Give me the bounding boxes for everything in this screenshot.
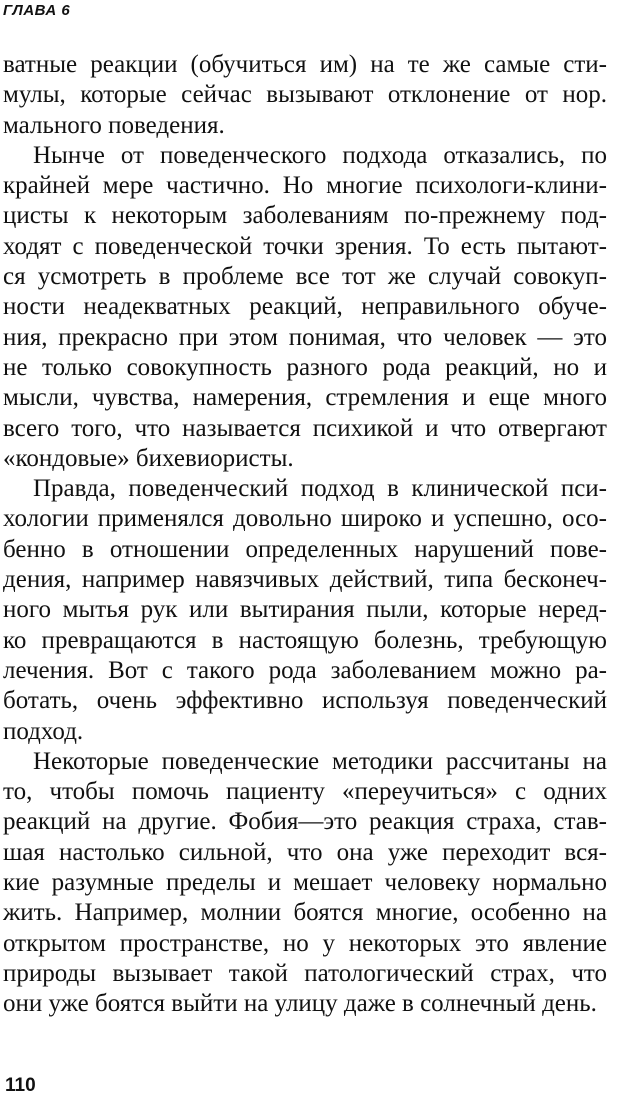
text-line: шая настолько сильной, что она уже переходит вся- (3, 838, 607, 866)
text-line: хологии применялся довольно широко и успешно, осо- (3, 505, 607, 533)
text-line: открытом пространстве, но у некоторых это явление (3, 929, 607, 957)
text-line: цисты к некоторым заболеваниям по-прежнему под- (3, 202, 607, 230)
page-number: 110 (5, 1075, 36, 1096)
text-line: ко превращаются в настоящую болезнь, требующую (3, 626, 607, 654)
paragraph (3, 141, 607, 474)
text-line: бенно в отношении определенных нарушений пове- (3, 535, 607, 563)
text-line: ного мытья рук или вытирания пыли, которые неред- (3, 596, 607, 624)
text-line: то, чтобы помочь пациенту «переучиться» с одних (3, 778, 607, 806)
text-line: мулы, которые сейчас вызывают отклонение от нор. (3, 81, 607, 109)
running-head: ГЛАВА 6 (3, 2, 71, 19)
text-line: лечения. Вот с такого рода заболеванием можно ра- (3, 656, 607, 684)
body-text (3, 50, 607, 1020)
text-line: подход. (3, 717, 84, 745)
text-line: они уже боятся выйти на улицу даже в солнечный день. (3, 990, 597, 1018)
text-line: Некоторые поведенческие методики рассчитаны на (33, 747, 607, 775)
paragraph (3, 474, 607, 747)
text-line: ности неадекватных реакций, неправильного обуче- (3, 293, 607, 321)
text-line: жить. Например, молнии боятся многие, особенно на (3, 899, 607, 927)
text-line: крайней мере частично. Но многие психологи-клини- (3, 172, 607, 200)
text-line: всего того, что называется психикой и что отвергают (3, 414, 607, 442)
text-line: ботать, очень эффективно используя поведенческий (3, 687, 607, 715)
text-line: ходят с поведенческой точки зрения. То есть пытают- (3, 232, 607, 260)
paragraph (3, 50, 607, 141)
text-line: кие разумные пределы и мешает человеку нормально (3, 869, 607, 897)
text-line: ния, прекрасно при этом понимая, что человек — это (3, 323, 607, 351)
text-line: дения, например навязчивых действий, типа бесконеч- (3, 566, 607, 594)
text-line: «кондовые» бихевиористы. (3, 444, 294, 472)
text-line: Правда, поведенческий подход в клинической пси- (33, 475, 607, 503)
text-line: ся усмотреть в проблеме все тот же случай совокуп- (3, 263, 607, 291)
text-line: мысли, чувства, намерения, стремления и еще много (3, 384, 607, 412)
text-line: природы вызывает такой патологический страх, что (3, 959, 607, 987)
text-line: не только совокупность разного рода реакций, но и (3, 353, 607, 381)
paragraph (3, 747, 607, 1020)
text-line: мального поведения. (3, 111, 225, 139)
text-line: Нынче от поведенческого подхода отказались, по (33, 141, 607, 169)
text-line: реакций на другие. Фобия—это реакция страха, став- (3, 808, 607, 836)
text-line: ватные реакции (обучиться им) на те же самые сти- (3, 51, 607, 78)
